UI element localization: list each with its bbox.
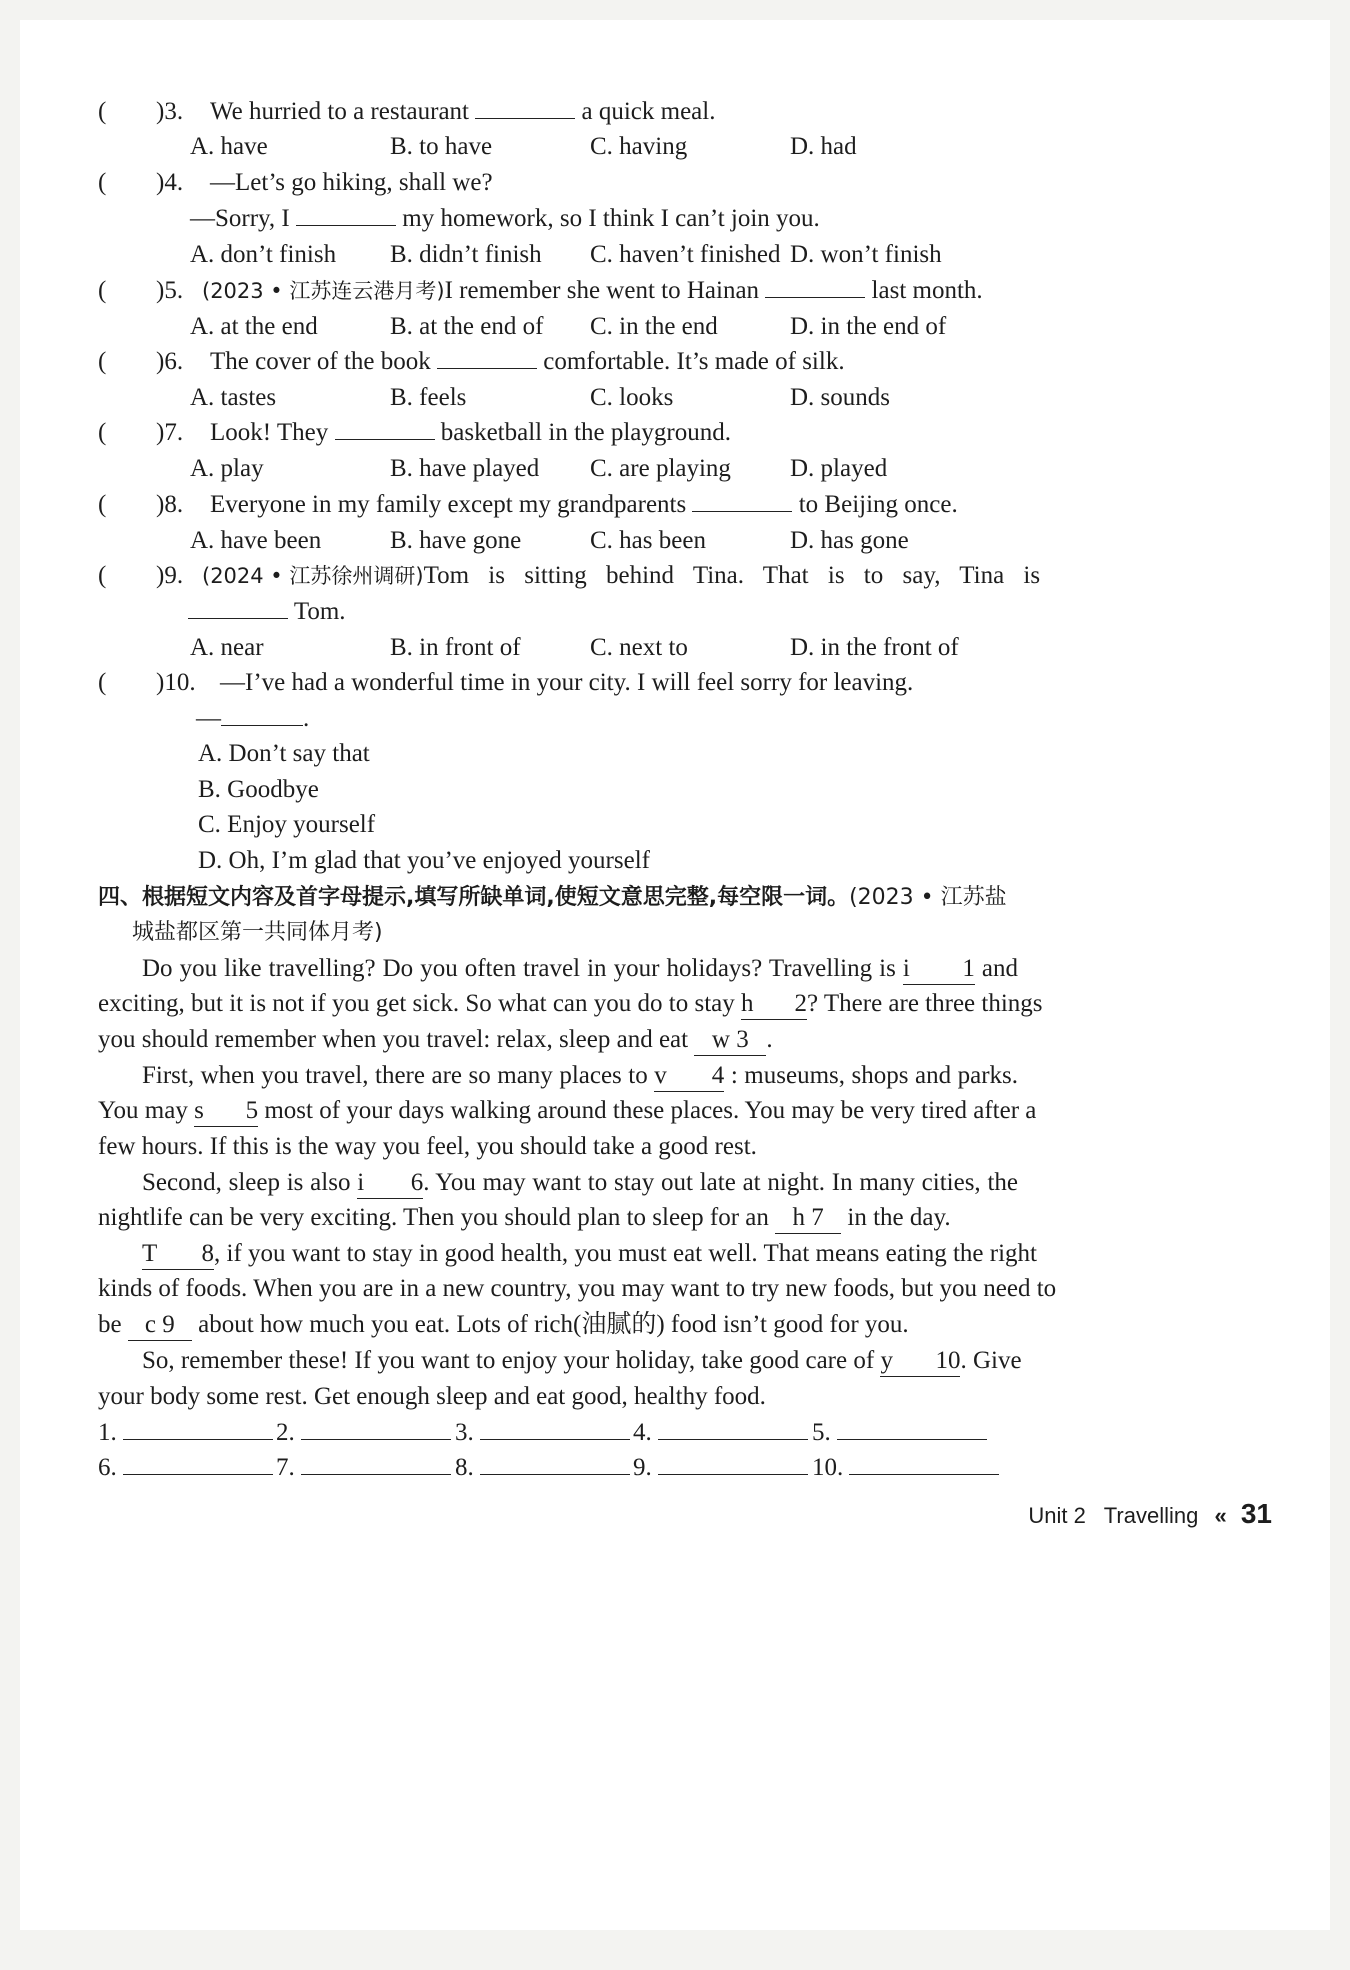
answer-blank [437, 346, 537, 369]
option-b: B. in front of [390, 634, 521, 661]
passage-line: kinds of foods. When you are in a new country, you may want to try new foods, but you need to [98, 1275, 1057, 1302]
option-d: D. had [790, 133, 857, 160]
passage-blank: c 9 [128, 1310, 192, 1341]
option-a: A. tastes [190, 384, 277, 411]
question-3 [98, 92, 1248, 132]
answer-paren: ( [98, 669, 107, 696]
question-number: )3. [156, 98, 184, 125]
answer-paren: ( [98, 562, 107, 589]
option-b: B. at the end of [390, 313, 544, 340]
question-10-reply: — . [196, 705, 310, 732]
option-a: A. play [190, 455, 264, 482]
answer-paren: ( [98, 277, 107, 304]
answer-blank [188, 596, 288, 619]
question-4 [98, 163, 1248, 203]
option-a: A. near [190, 634, 264, 661]
question-number: )5. [156, 277, 184, 304]
option-c: C. having [590, 133, 688, 160]
passage-blank: i 6 [357, 1168, 423, 1199]
answer-paren: ( [98, 419, 107, 446]
option-d: D. in the end of [790, 313, 947, 340]
source-tag: (2023 • 江苏连云港月考) [202, 279, 445, 303]
question-text: Look! They basketball in the playground. [210, 419, 731, 446]
passage-line: You may s 5 most of your days walking around these places. You may be very tired after a [98, 1091, 1018, 1131]
option-d: D. in the front of [790, 634, 959, 661]
passage-blank: h 7 [775, 1203, 841, 1234]
passage-line: your body some rest. Get enough sleep and eat good, healthy food. [98, 1383, 766, 1410]
option-a: A. Don’t say that [198, 740, 370, 767]
answer-line [658, 1450, 808, 1475]
passage-blank: i 1 [903, 954, 975, 985]
option-d: D. played [790, 455, 888, 482]
question-number: )7. [156, 419, 184, 446]
answer-blank [692, 489, 792, 512]
answer-blank [335, 417, 435, 440]
question-8 [98, 485, 1248, 525]
source-tag: (2023 • 江苏盐 [849, 885, 1007, 910]
option-c: C. looks [590, 384, 674, 411]
question-number: )9. [156, 562, 184, 589]
answer-blank [475, 96, 575, 119]
passage-blank: h 2 [741, 989, 807, 1020]
passage-blank: y 10 [880, 1346, 960, 1377]
answer-line [301, 1450, 451, 1475]
page-number: 31 [1240, 1498, 1272, 1529]
question-9 [98, 556, 1248, 596]
option-c: C. are playing [590, 455, 731, 482]
question-number: )10. [156, 669, 196, 696]
question-text: —I’ve had a wonderful time in your city. I will feel sorry for leaving. [220, 669, 914, 696]
option-d: D. won’t finish [790, 241, 942, 268]
answer-blank [221, 703, 303, 726]
option-a: A. have been [190, 527, 322, 554]
question-4-reply: —Sorry, I my homework, so I think I can’t join you. [190, 205, 820, 232]
passage-blank: s 5 [194, 1096, 258, 1127]
option-c: C. has been [590, 527, 706, 554]
option-d: D. Oh, I’m glad that you’ve enjoyed yourself [198, 847, 650, 874]
passage-line: Second, sleep is also i 6. You may want to stay out late at night. In many cities, the [142, 1163, 1018, 1203]
option-b: B. to have [390, 133, 493, 160]
option-c: C. next to [590, 634, 688, 661]
section-heading-continuation: 城盐都区第一共同体月考) [132, 920, 383, 945]
answer-slot[interactable]: 4. [633, 1413, 808, 1453]
question-10 [98, 663, 1248, 703]
passage-line: T 8, if you want to stay in good health, you must eat well. That means eating the right [142, 1234, 1018, 1274]
question-text: —Let’s go hiking, shall we? [210, 169, 493, 196]
passage-blank: v 4 [654, 1061, 724, 1092]
option-b: B. have played [390, 455, 540, 482]
question-number: )8. [156, 491, 184, 518]
question-text: We hurried to a restaurant a quick meal. [210, 98, 716, 125]
option-a: A. have [190, 133, 268, 160]
answer-slot[interactable]: 5. [812, 1413, 987, 1453]
answer-line [123, 1415, 273, 1440]
answer-line [301, 1415, 451, 1440]
option-c: C. haven’t finished [590, 241, 781, 268]
option-d: D. has gone [790, 527, 909, 554]
question-number: )4. [156, 169, 184, 196]
option-c: C. in the end [590, 313, 718, 340]
passage-line: nightlife can be very exciting. Then you should plan to sleep for an h 7 in the day. [98, 1198, 951, 1238]
passage-line: be c 9 about how much you eat. Lots of rich(油腻的) food isn’t good for you. [98, 1305, 909, 1345]
question-text: The cover of the book comfortable. It’s made of silk. [210, 348, 845, 375]
answer-slot[interactable]: 3. [455, 1413, 630, 1453]
question-6 [98, 342, 1248, 382]
option-b: B. Goodbye [198, 776, 319, 803]
question-text: Everyone in my family except my grandparents to Beijing once. [210, 491, 958, 518]
passage-line: Do you like travelling? Do you often travel in your holidays? Travelling is i 1 and [142, 949, 1018, 989]
question-text: (2023 • 江苏连云港月考)I remember she went to Hainan last month. [202, 277, 983, 304]
answer-blank [296, 203, 396, 226]
option-a: A. don’t finish [190, 241, 337, 268]
answer-blank [765, 275, 865, 298]
answer-slot[interactable]: 10. [812, 1448, 999, 1488]
question-9-continuation: Tom. [188, 592, 346, 632]
unit-title: Travelling [1103, 1503, 1199, 1528]
passage-blank: w 3 [694, 1025, 766, 1056]
answer-slot[interactable]: 7. [276, 1448, 451, 1488]
answer-slot[interactable]: 9. [633, 1448, 808, 1488]
answer-line [658, 1415, 808, 1440]
unit-label: Unit 2 [1028, 1503, 1086, 1528]
passage-line: few hours. If this is the way you feel, you should take a good rest. [98, 1133, 757, 1160]
answer-line [837, 1415, 987, 1440]
page-footer [1028, 1496, 1272, 1534]
passage-line: First, when you travel, there are so many places to v 4 : museums, shops and parks. [142, 1056, 1018, 1096]
question-number: )6. [156, 348, 184, 375]
answer-line [480, 1450, 630, 1475]
answer-paren: ( [98, 491, 107, 518]
option-c: C. Enjoy yourself [198, 811, 376, 838]
answer-paren: ( [98, 98, 107, 125]
section-heading: 四、根据短文内容及首字母提示,填写所缺单词,使短文意思完整,每空限一词。(2023 • 江苏盐 [98, 885, 1007, 910]
source-tag: (2024 • 江苏徐州调研) [202, 564, 424, 588]
option-d: D. sounds [790, 384, 891, 411]
answer-slot[interactable]: 8. [455, 1448, 630, 1488]
passage-line: So, remember these! If you want to enjoy your holiday, take good care of y 10. Give [142, 1341, 1018, 1381]
answer-slot[interactable]: 1. [98, 1413, 273, 1453]
option-b: B. didn’t finish [390, 241, 542, 268]
chevron-left-icon: « [1214, 1503, 1227, 1528]
answer-line [480, 1415, 630, 1440]
answer-line [849, 1450, 999, 1475]
option-a: A. at the end [190, 313, 318, 340]
question-7 [98, 413, 1248, 453]
question-text: (2024 • 江苏徐州调研)Tom is sitting behind Tina. That is to say, Tina is [202, 562, 1041, 589]
worksheet-page [20, 20, 1330, 1930]
question-5 [98, 271, 1248, 311]
answer-slot[interactable]: 6. [98, 1448, 273, 1488]
passage-blank: T 8 [142, 1239, 214, 1270]
answer-line [123, 1450, 273, 1475]
passage-line: exciting, but it is not if you get sick. So what can you do to stay h 2? There are three things [98, 984, 1018, 1024]
answer-paren: ( [98, 169, 107, 196]
option-b: B. have gone [390, 527, 522, 554]
answer-paren: ( [98, 348, 107, 375]
answer-slot[interactable]: 2. [276, 1413, 451, 1453]
option-b: B. feels [390, 384, 467, 411]
passage-line: you should remember when you travel: relax, sleep and eat w 3 . [98, 1020, 773, 1060]
